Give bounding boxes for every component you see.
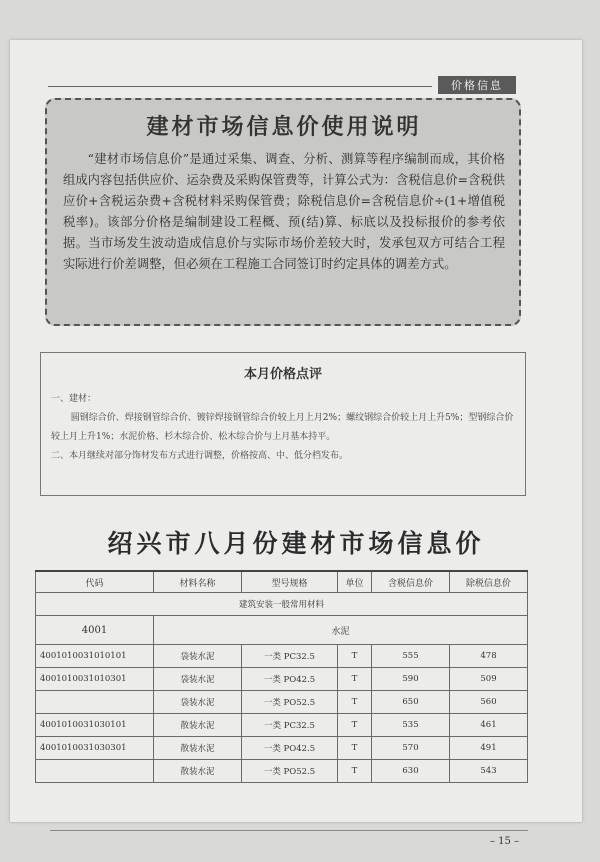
cell-net-price: 543 <box>450 760 528 783</box>
cell-name: 袋装水泥 <box>154 691 242 714</box>
cell-code <box>36 691 154 714</box>
cell-code: 4001010031010101 <box>36 645 154 668</box>
cell-net-price: 560 <box>450 691 528 714</box>
column-header: 材料名称 <box>154 571 242 593</box>
cell-name: 散装水泥 <box>154 714 242 737</box>
cell-unit: T <box>338 760 372 783</box>
table-row <box>36 737 528 760</box>
header-rule <box>48 86 432 87</box>
table-row <box>36 668 528 691</box>
cell-net-price: 461 <box>450 714 528 737</box>
monthly-review-title: 本月价格点评 <box>243 367 322 382</box>
cell-spec: 一类 PC32.5 <box>242 645 338 668</box>
column-header: 除税信息价 <box>450 571 528 593</box>
price-table-title: 绍兴市八月份建材市场信息价 <box>107 529 485 558</box>
section-row <box>36 593 528 616</box>
price-table <box>35 570 528 783</box>
column-header: 含税信息价 <box>372 571 450 593</box>
cell-tax-price: 590 <box>372 668 450 691</box>
review-line: 一、建材： <box>51 394 97 404</box>
table-row <box>36 760 528 783</box>
column-header: 代码 <box>36 571 154 593</box>
footer-rule <box>50 830 528 831</box>
monthly-review-box <box>40 352 526 496</box>
column-header: 单位 <box>338 571 372 593</box>
cell-code: 4001010031010301 <box>36 668 154 691</box>
review-line: 二、本月继续对部分饰材发布方式进行调整，价格按高、中、低分档发布。 <box>51 451 349 461</box>
group-name: 水泥 <box>154 616 528 645</box>
table-row <box>36 691 528 714</box>
cell-unit: T <box>338 645 372 668</box>
cell-name: 散装水泥 <box>154 737 242 760</box>
usage-notice-body: “建材市场信息价”是通过采集、调查、分析、测算等程序编制而成，其价格组成内容包括供应价、运杂费及采购保管费等，计算公式为：含税信息价=含税供应价+含税运杂费+含税材料采购保管费；除税信息价=含税信息价÷(1+增值税税率)。该部分价格是编制建设工程概、预(结)算、标底以及投标报价的参考依据。当市场发生波动造成信息价与实际市场价差较大时，发承包双方可结合工程实际进行价差调整，但必须在工程施工合同签订时约定具体的调差方式。 <box>63 152 505 271</box>
cell-net-price: 509 <box>450 668 528 691</box>
cell-unit: T <box>338 714 372 737</box>
group-code: 4001 <box>36 616 154 645</box>
cell-spec: 一类 PC32.5 <box>242 714 338 737</box>
cell-unit: T <box>338 668 372 691</box>
cell-name: 袋装水泥 <box>154 668 242 691</box>
section-badge: 价格信息 <box>438 76 516 94</box>
document-page <box>10 40 582 847</box>
cell-tax-price: 650 <box>372 691 450 714</box>
cell-unit: T <box>338 691 372 714</box>
cell-spec: 一类 PO42.5 <box>242 737 338 760</box>
group-row <box>36 616 528 645</box>
cell-name: 袋装水泥 <box>154 645 242 668</box>
usage-notice-title: 建材市场信息价使用说明 <box>146 115 422 140</box>
cell-code <box>36 760 154 783</box>
table-header-row <box>36 571 528 593</box>
cell-unit: T <box>338 737 372 760</box>
table-row <box>36 645 528 668</box>
cell-code: 4001010031030101 <box>36 714 154 737</box>
section-label: 建筑安装一般常用材料 <box>36 593 528 616</box>
cell-tax-price: 630 <box>372 760 450 783</box>
cell-tax-price: 555 <box>372 645 450 668</box>
column-header: 型号规格 <box>242 571 338 593</box>
cell-spec: 一类 PO52.5 <box>242 760 338 783</box>
cell-spec: 一类 PO42.5 <box>242 668 338 691</box>
cell-spec: 一类 PO52.5 <box>242 691 338 714</box>
usage-notice-box <box>45 98 521 326</box>
page-number: – 15 – <box>490 836 520 847</box>
cell-net-price: 478 <box>450 645 528 668</box>
cell-tax-price: 535 <box>372 714 450 737</box>
cell-name: 散装水泥 <box>154 760 242 783</box>
cell-code: 4001010031030301 <box>36 737 154 760</box>
review-line: 圆钢综合价、焊接钢管综合价、镀锌焊接钢管综合价较上月上月2%；螺纹钢综合价较上月上升5%；型钢综合价较上月上升1%；水泥价格、杉木综合价、松木综合价与上月基本持平。 <box>51 413 514 442</box>
cell-tax-price: 570 <box>372 737 450 760</box>
cell-net-price: 491 <box>450 737 528 760</box>
table-row <box>36 714 528 737</box>
